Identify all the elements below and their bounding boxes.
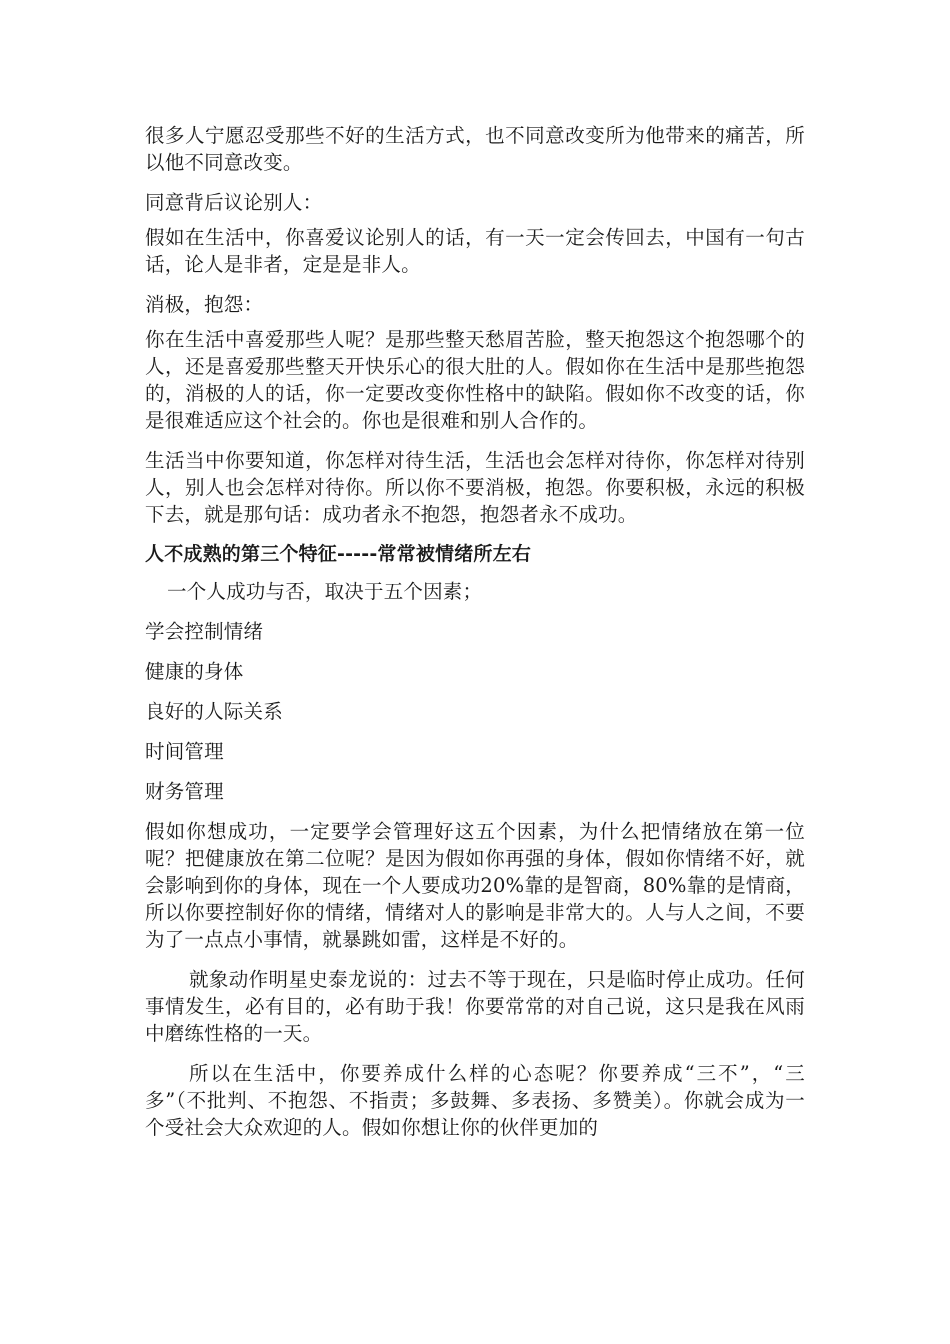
paragraph: 同意背后议论别人： <box>145 191 323 214</box>
paragraph: 很多人宁愿忍受那些不好的生活方式，也不同意改变所为他带来的痛苦，所以他不同意改变。 <box>145 124 805 174</box>
factor-item: 时间管理 <box>145 740 224 763</box>
section-heading: 人不成熟的第三个特征-----常常被情绪所左右 <box>145 543 532 565</box>
factor-item: 财务管理 <box>145 780 224 803</box>
paragraph: 生活当中你要知道，你怎样对待生活，生活也会怎样对待你，你怎样对待别人，别人也会怎样对待你。所以你不要消极，抱怨。你要积极，永远的积极下去，就是那句话：成功者永不抱怨，抱怨者永不成功。 <box>145 449 805 526</box>
factor-item: 学会控制情绪 <box>145 620 264 643</box>
paragraph: 假如在生活中，你喜爱议论别人的话，有一天一定会传回去，中国有一句古话，论人是非者，定是是非人。 <box>145 226 805 276</box>
body-paragraph: 就象动作明星史泰龙说的：过去不等于现在，只是临时停止成功。任何事情发生，必有目的，必有助于我！你要常常的对自己说，这只是我在风雨中磨练性格的一天。 <box>145 968 805 1045</box>
document-page <box>145 122 805 1154</box>
factor-item: 健康的身体 <box>145 660 244 683</box>
intro-line: 一个人成功与否，取决于五个因素； <box>167 580 483 603</box>
paragraph: 你在生活中喜爱那些人呢？是那些整天愁眉苦脸，整天抱怨这个抱怨哪个的人，还是喜爱那些整天开快乐心的很大肚的人。假如你在生活中是那些抱怨的，消极的人的话，你一定要改变你性格中的缺陷。假如你不改变的话，你是很难适应这个社会的。你也是很难和别人合作的。 <box>145 328 805 432</box>
body-paragraph: 所以在生活中，你要养成什么样的心态呢？你要养成“三不”，“三多”（不批判、不抱怨、不指责；多鼓舞、多表扬、多赞美）。你就会成为一个受社会大众欢迎的人。假如你想让你的伙伴更加的 <box>145 1062 805 1139</box>
factor-item: 良好的人际关系 <box>145 700 283 723</box>
paragraph: 消极，抱怨： <box>145 293 264 316</box>
body-paragraph: 假如你想成功，一定要学会管理好这五个因素，为什么把情绪放在第一位呢？把健康放在第二位呢？是因为假如你再强的身体，假如你情绪不好，就会影响到你的身体，现在一个人要成功20%靠的是智商，80%靠的是情商，所以你要控制好你的情绪，情绪对人的影响是非常大的。人与人之间，不要为了一点点小事情，就暴跳如雷，这样是不好的。 <box>145 820 805 951</box>
